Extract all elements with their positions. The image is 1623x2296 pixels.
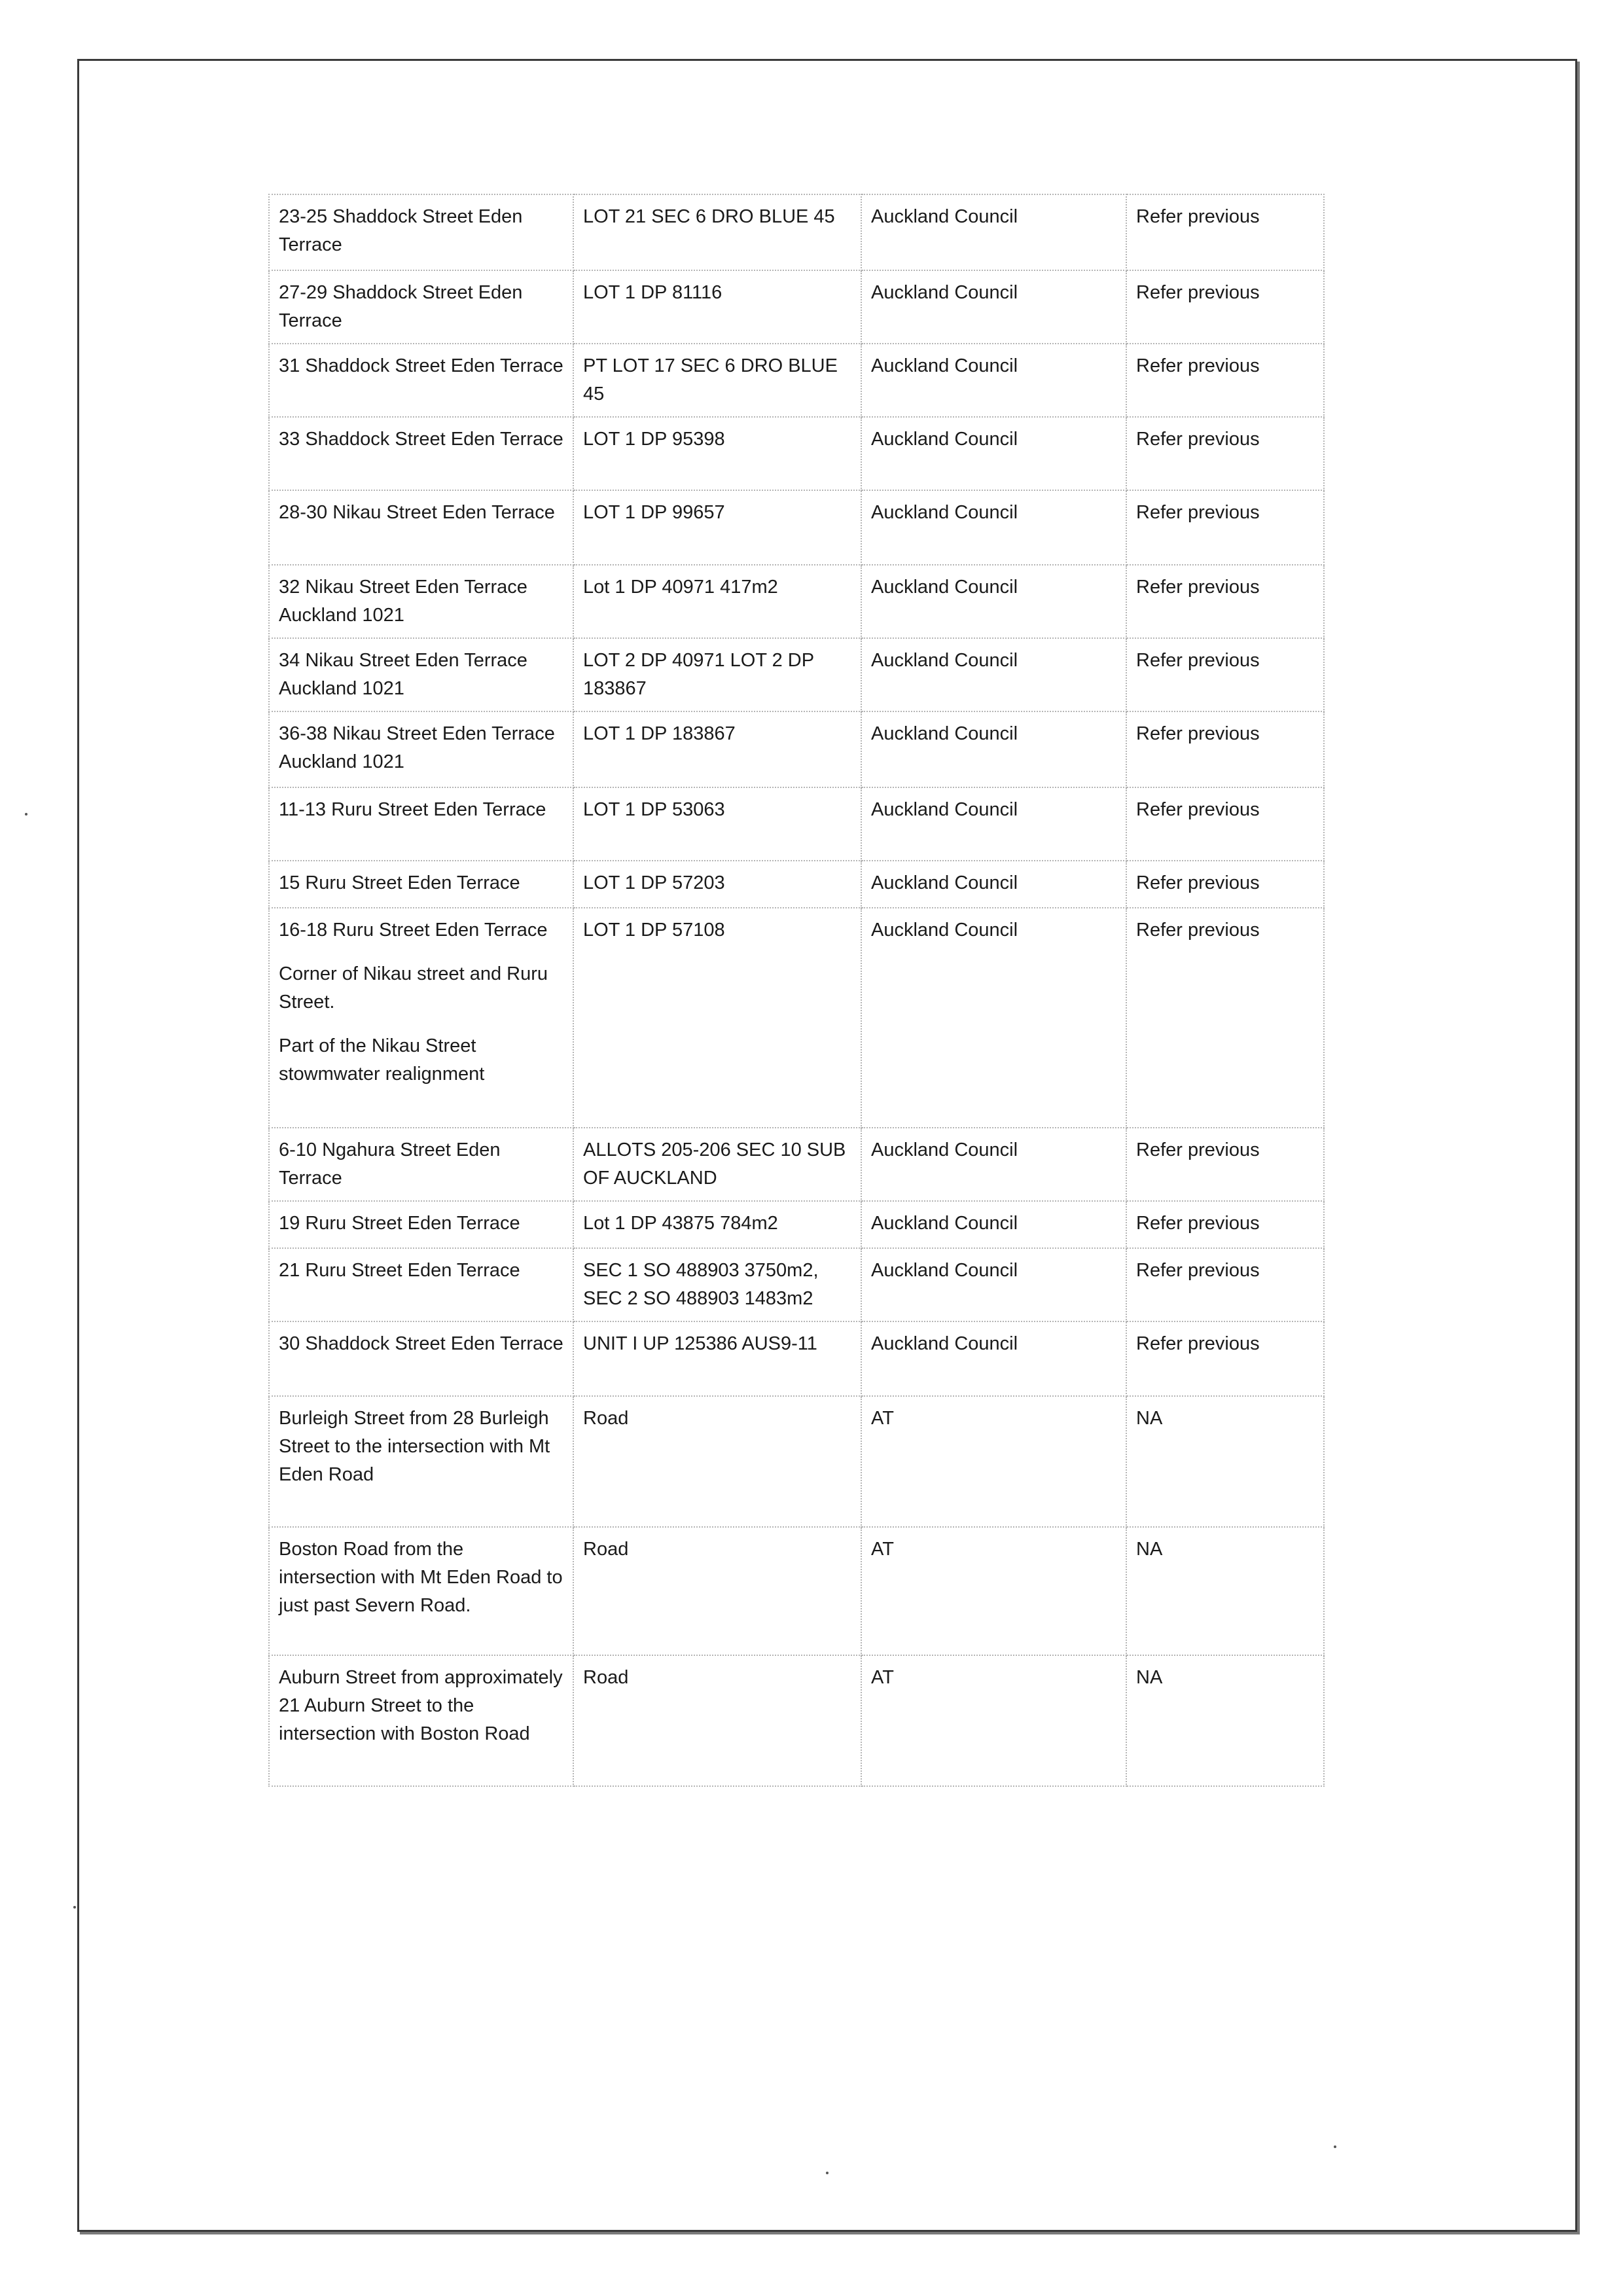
address-text: 27-29 Shaddock Street Eden Terrace bbox=[279, 282, 523, 331]
table-row bbox=[269, 490, 1324, 565]
address-cell bbox=[269, 861, 573, 908]
table-row bbox=[269, 270, 1324, 344]
address-text: 32 Nikau Street Eden Terrace Auckland 1021 bbox=[279, 577, 527, 626]
table-row bbox=[269, 908, 1324, 1128]
address-text: 11-13 Ruru Street Eden Terrace bbox=[279, 799, 546, 820]
note-cell: NA bbox=[1126, 1396, 1324, 1527]
note-cell: Refer previous bbox=[1126, 344, 1324, 417]
note-cell: Refer previous bbox=[1126, 711, 1324, 787]
legal-description-cell: Lot 1 DP 40971 417m2 bbox=[573, 565, 861, 638]
address-cell bbox=[269, 908, 573, 1128]
table-row bbox=[269, 1396, 1324, 1527]
table-row bbox=[269, 194, 1324, 270]
address-text: 15 Ruru Street Eden Terrace bbox=[279, 872, 520, 893]
address-cell bbox=[269, 787, 573, 861]
address-text: 36-38 Nikau Street Eden Terrace Auckland 1021 bbox=[279, 723, 555, 772]
address-text: 21 Ruru Street Eden Terrace bbox=[279, 1260, 520, 1281]
address-text: 23-25 Shaddock Street Eden Terrace bbox=[279, 206, 523, 255]
table-row bbox=[269, 1527, 1324, 1655]
table-row bbox=[269, 1321, 1324, 1396]
legal-description-cell: ALLOTS 205-206 SEC 10 SUB OF AUCKLAND bbox=[573, 1128, 861, 1201]
table-row bbox=[269, 787, 1324, 861]
address-cell bbox=[269, 344, 573, 417]
legal-description-cell: Road bbox=[573, 1527, 861, 1655]
address-cell bbox=[269, 1396, 573, 1527]
address-cell bbox=[269, 711, 573, 787]
owner-cell: Auckland Council bbox=[861, 1321, 1126, 1396]
note-cell: Refer previous bbox=[1126, 861, 1324, 908]
address-text: Boston Road from the intersection with Mt Eden Road to just past Severn Road. bbox=[279, 1539, 563, 1616]
address-cell bbox=[269, 417, 573, 490]
address-text: 31 Shaddock Street Eden Terrace bbox=[279, 355, 563, 376]
address-text: Burleigh Street from 28 Burleigh Street to the intersection with Mt Eden Road bbox=[279, 1408, 550, 1485]
address-cell bbox=[269, 1527, 573, 1655]
note-cell: Refer previous bbox=[1126, 194, 1324, 270]
land-parcel-table bbox=[268, 194, 1325, 1787]
legal-description-cell: PT LOT 17 SEC 6 DRO BLUE 45 bbox=[573, 344, 861, 417]
legal-description-cell: Road bbox=[573, 1396, 861, 1527]
owner-cell: Auckland Council bbox=[861, 270, 1126, 344]
address-cell bbox=[269, 194, 573, 270]
legal-description-cell: LOT 1 DP 99657 bbox=[573, 490, 861, 565]
owner-cell: Auckland Council bbox=[861, 344, 1126, 417]
legal-description-cell: LOT 1 DP 95398 bbox=[573, 417, 861, 490]
table-row bbox=[269, 1655, 1324, 1786]
owner-cell: Auckland Council bbox=[861, 711, 1126, 787]
legal-line: SEC 2 SO 488903 1483m2 bbox=[583, 1288, 813, 1309]
owner-cell: AT bbox=[861, 1655, 1126, 1786]
address-cell bbox=[269, 565, 573, 638]
note-cell: Refer previous bbox=[1126, 1201, 1324, 1248]
legal-description-cell: UNIT I UP 125386 AUS9-11 bbox=[573, 1321, 861, 1396]
owner-cell: Auckland Council bbox=[861, 1201, 1126, 1248]
legal-description-cell: LOT 1 DP 57108 bbox=[573, 908, 861, 1128]
address-text: 33 Shaddock Street Eden Terrace bbox=[279, 429, 563, 450]
address-text: 34 Nikau Street Eden Terrace Auckland 1021 bbox=[279, 650, 527, 699]
table-body bbox=[269, 194, 1324, 1786]
owner-cell: Auckland Council bbox=[861, 787, 1126, 861]
note-cell: Refer previous bbox=[1126, 638, 1324, 711]
address-cell bbox=[269, 1201, 573, 1248]
note-cell: Refer previous bbox=[1126, 270, 1324, 344]
owner-cell: Auckland Council bbox=[861, 1248, 1126, 1321]
note-cell: NA bbox=[1126, 1527, 1324, 1655]
address-cell bbox=[269, 1321, 573, 1396]
table-row bbox=[269, 1128, 1324, 1201]
note-cell: NA bbox=[1126, 1655, 1324, 1786]
owner-cell: Auckland Council bbox=[861, 638, 1126, 711]
owner-cell: Auckland Council bbox=[861, 417, 1126, 490]
address-cell bbox=[269, 1128, 573, 1201]
scan-speck bbox=[826, 2172, 829, 2174]
note-cell: Refer previous bbox=[1126, 417, 1324, 490]
legal-description-cell: LOT 1 DP 53063 bbox=[573, 787, 861, 861]
address-note: Part of the Nikau Street stowmwater realignment bbox=[279, 1035, 485, 1085]
address-cell bbox=[269, 490, 573, 565]
address-text: 6-10 Ngahura Street Eden Terrace bbox=[279, 1139, 501, 1189]
note-cell: Refer previous bbox=[1126, 787, 1324, 861]
owner-cell: Auckland Council bbox=[861, 908, 1126, 1128]
legal-description-cell: Lot 1 DP 43875 784m2 bbox=[573, 1201, 861, 1248]
legal-description-cell: LOT 2 DP 40971 LOT 2 DP 183867 bbox=[573, 638, 861, 711]
table-row bbox=[269, 344, 1324, 417]
table-row bbox=[269, 417, 1324, 490]
address-text: 16-18 Ruru Street Eden Terrace bbox=[279, 920, 548, 941]
address-cell bbox=[269, 270, 573, 344]
legal-description-cell bbox=[573, 1248, 861, 1321]
scan-speck bbox=[25, 813, 27, 816]
legal-description-cell: LOT 1 DP 183867 bbox=[573, 711, 861, 787]
legal-description-cell: LOT 1 DP 57203 bbox=[573, 861, 861, 908]
note-cell: Refer previous bbox=[1126, 908, 1324, 1128]
address-cell bbox=[269, 1655, 573, 1786]
legal-description-cell: Road bbox=[573, 1655, 861, 1786]
legal-description-cell: LOT 1 DP 81116 bbox=[573, 270, 861, 344]
note-cell: Refer previous bbox=[1126, 490, 1324, 565]
owner-cell: Auckland Council bbox=[861, 1128, 1126, 1201]
owner-cell: Auckland Council bbox=[861, 490, 1126, 565]
scan-speck bbox=[1334, 2145, 1336, 2148]
owner-cell: AT bbox=[861, 1396, 1126, 1527]
legal-line: SEC 1 SO 488903 3750m2, bbox=[583, 1260, 819, 1281]
legal-description-cell: LOT 21 SEC 6 DRO BLUE 45 bbox=[573, 194, 861, 270]
table-row bbox=[269, 861, 1324, 908]
address-note: Corner of Nikau street and Ruru Street. bbox=[279, 963, 548, 1013]
table-row bbox=[269, 711, 1324, 787]
address-text: 30 Shaddock Street Eden Terrace bbox=[279, 1333, 563, 1354]
address-text: 28-30 Nikau Street Eden Terrace bbox=[279, 502, 555, 523]
owner-cell: Auckland Council bbox=[861, 565, 1126, 638]
owner-cell: Auckland Council bbox=[861, 861, 1126, 908]
table-row bbox=[269, 1248, 1324, 1321]
note-cell: Refer previous bbox=[1126, 1321, 1324, 1396]
owner-cell: AT bbox=[861, 1527, 1126, 1655]
note-cell: Refer previous bbox=[1126, 1128, 1324, 1201]
address-text: Auburn Street from approximately 21 Auburn Street to the intersection with Boston Road bbox=[279, 1667, 563, 1744]
table-row bbox=[269, 565, 1324, 638]
address-cell bbox=[269, 638, 573, 711]
owner-cell: Auckland Council bbox=[861, 194, 1126, 270]
table-row bbox=[269, 638, 1324, 711]
scan-speck bbox=[73, 1906, 76, 1909]
note-cell: Refer previous bbox=[1126, 565, 1324, 638]
address-cell bbox=[269, 1248, 573, 1321]
address-text: 19 Ruru Street Eden Terrace bbox=[279, 1213, 520, 1234]
note-cell: Refer previous bbox=[1126, 1248, 1324, 1321]
table-row bbox=[269, 1201, 1324, 1248]
